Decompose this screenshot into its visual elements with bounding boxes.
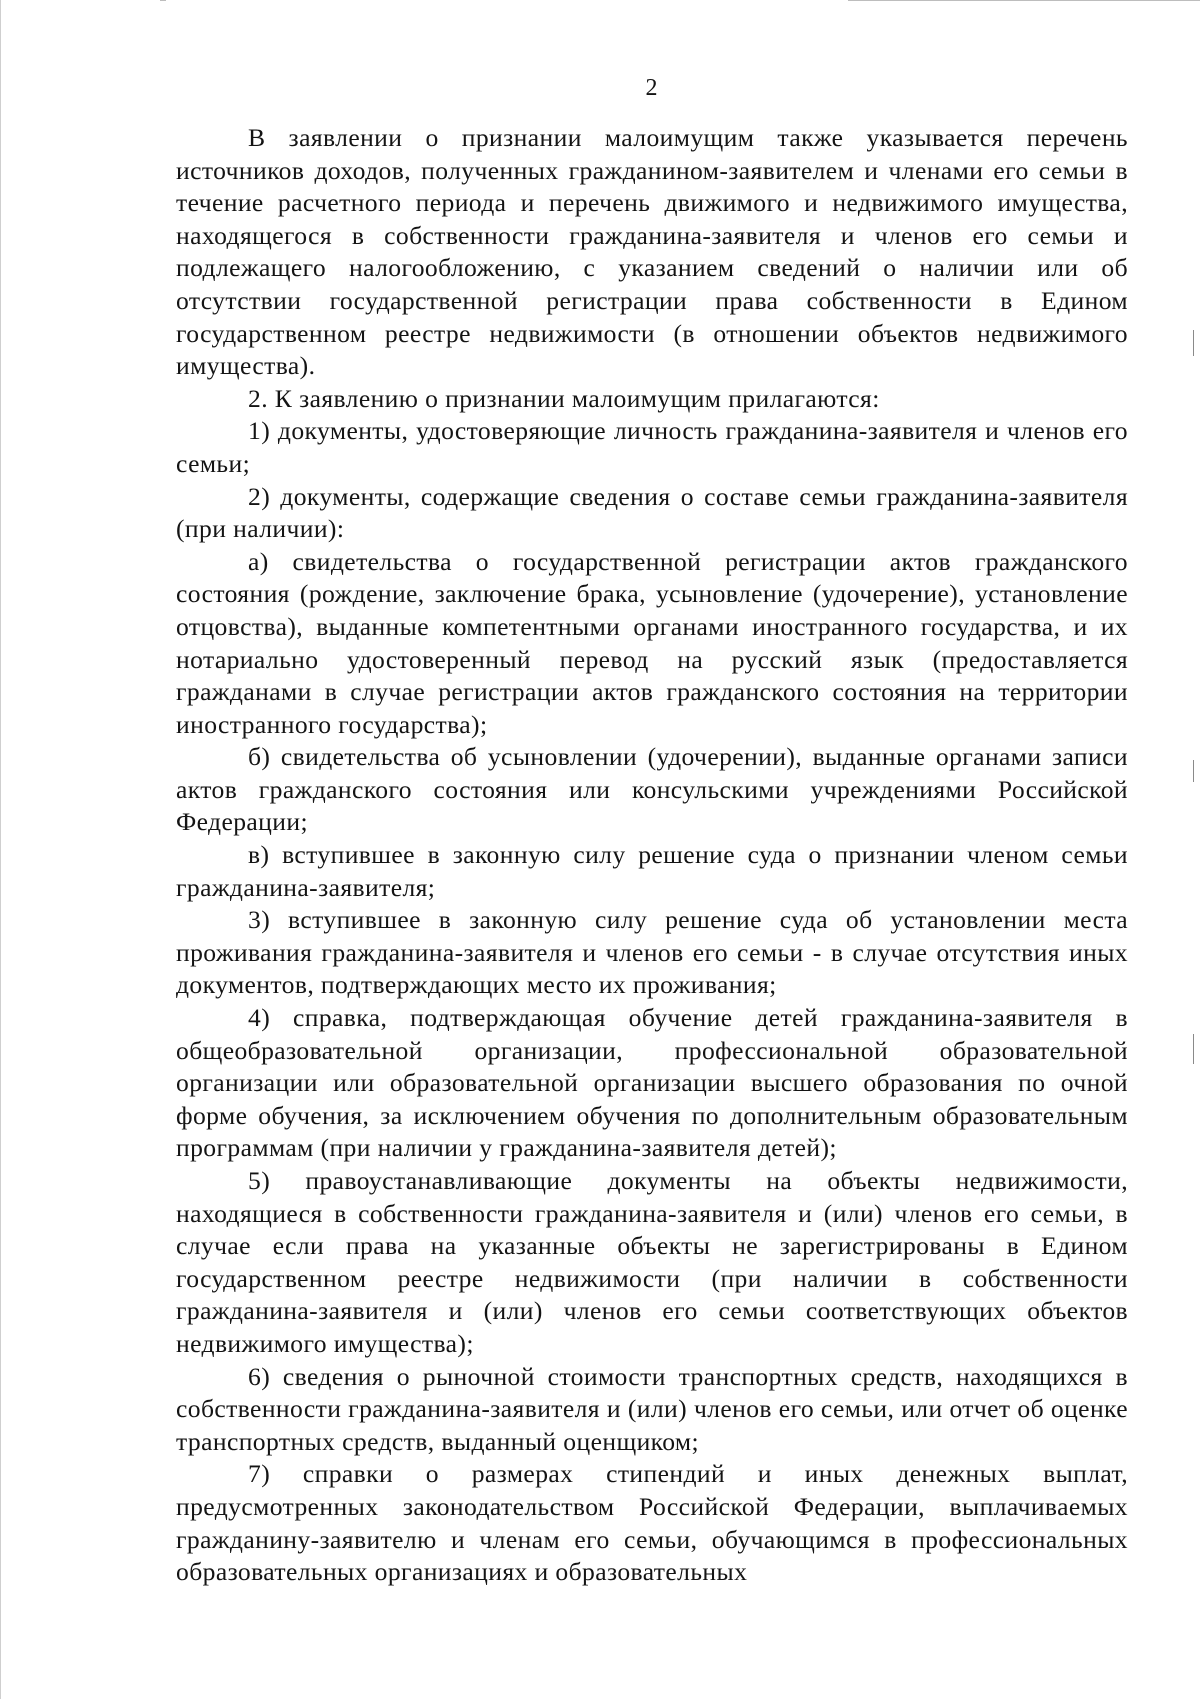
document-body bbox=[176, 122, 1128, 1589]
list-item-2-family-composition: 2) документы, содержащие сведения о составе семьи гражданина-заявителя (при наличии): bbox=[176, 481, 1128, 544]
list-subitem-a-civil-status-certificates: а) свидетельства о государственной регистрации актов гражданского состояния (рождение, заключение брака, усыновление (удочерение), установление отцовства), выданные компетентными органами иностранного государства, и их нотариально удостоверенный перевод на русский язык (предоставляется гражданами в случае регистрации актов гражданского состояния на территории иностранного государства); bbox=[176, 546, 1128, 739]
page-number: 2 bbox=[645, 75, 658, 101]
paragraph-income-sources: В заявлении о признании малоимущим также указывается перечень источников доходов, полученных гражданином-заявителем и членами его семьи в течение расчетного периода и перечень движимого и недвижимого имущества, находящегося в собственности гражданина-заявителя и членов его семьи и подлежащего налогообложению, с указанием сведений о наличии или об отсутствии государственной регистрации права собственности в Едином государственном реестре недвижимости (в отношении объектов недвижимого имущества). bbox=[176, 123, 1128, 381]
list-item-3-court-decision-residence: 3) вступившее в законную силу решение суда об установлении места проживания гражданина-заявителя и членов его семьи - в случае отсутствия иных документов, подтверждающих место их проживания; bbox=[176, 905, 1128, 1000]
list-item-7-stipend-certificates: 7) справки о размерах стипендий и иных денежных выплат, предусмотренных законодательством Российской Федерации, выплачиваемых гражданину-заявителю и членам его семьи, обучающимся в профессиональных образовательных организациях и образовательных bbox=[176, 1459, 1128, 1587]
list-subitem-b-adoption-certificates: б) свидетельства об усыновлении (удочерении), выданные органами записи актов гражданского состояния или консульскими учреждениями Российской Федерации; bbox=[176, 742, 1128, 837]
scan-mark-right-1 bbox=[1193, 330, 1194, 356]
scan-mark-top-right bbox=[848, 0, 1200, 1]
list-item-5-property-documents: 5) правоустанавливающие документы на объекты недвижимости, находящиеся в собственности гражданина-заявителя и (или) членов его семьи, в случае если права на указанные объекты не зарегистрированы в Едином государственном реестре недвижимости (при наличии в собственности гражданина-заявителя и (или) членов его семьи соответствующих объектов недвижимого имущества); bbox=[176, 1166, 1128, 1358]
list-item-4-education-certificate: 4) справка, подтверждающая обучение детей гражданина-заявителя в общеобразовательной организации, профессиональной образовательной организации или образовательной организации высшего образования по очной форме обучения, за исключением обучения по дополнительным образовательным программам (при наличии у гражданина-заявителя детей); bbox=[176, 1003, 1128, 1163]
list-subitem-v-court-decision-family: в) вступившее в законную силу решение суда о признании членом семьи гражданина-заявителя; bbox=[176, 840, 1128, 902]
paragraph-attachments-heading: 2. К заявлению о признании малоимущим прилагаются: bbox=[248, 383, 880, 413]
scan-edge-left bbox=[0, 0, 1, 1699]
list-item-6-vehicle-valuation: 6) сведения о рыночной стоимости транспортных средств, находящихся в собственности гражданина-заявителя и (или) членов его семьи, или отчет об оценке транспортных средств, выданный оценщиком; bbox=[176, 1361, 1128, 1456]
scan-mark-right-3 bbox=[1193, 1034, 1194, 1064]
scan-mark-right-2 bbox=[1193, 760, 1194, 782]
scan-mark-top-left bbox=[160, 0, 166, 1]
list-item-1-identity-documents: 1) документы, удостоверяющие личность гражданина-заявителя и членов его семьи; bbox=[176, 416, 1128, 478]
